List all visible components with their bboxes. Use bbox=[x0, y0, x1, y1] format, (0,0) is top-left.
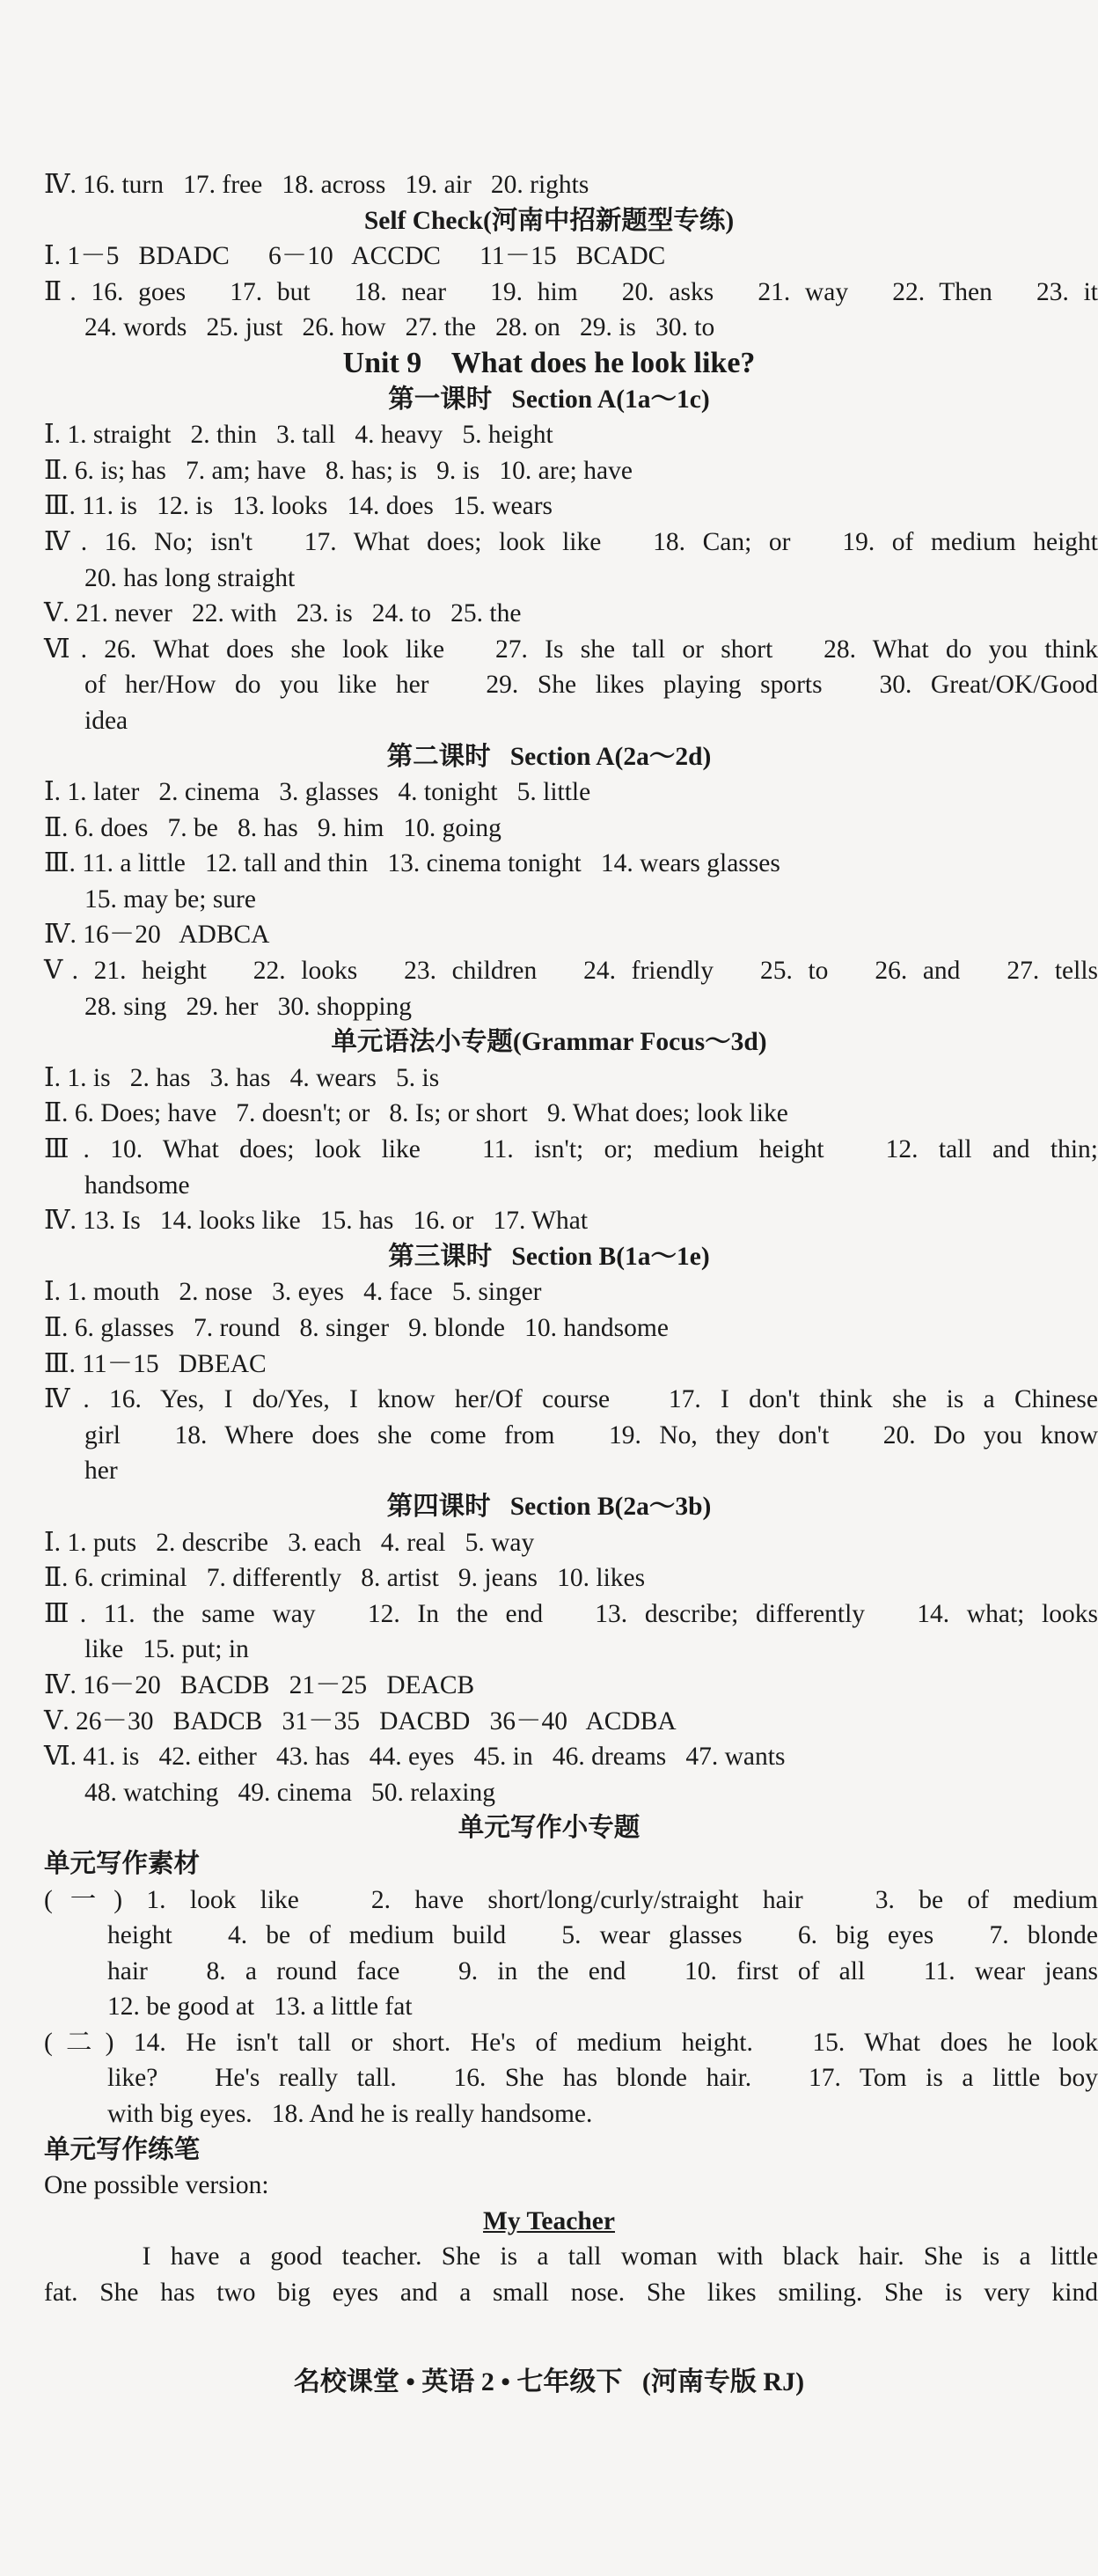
answer-line: (二) 14. He isn't tall or short. He's of medium height. 15. What does he look bbox=[44, 2028, 1098, 2057]
answer-line: 48. watching 49. cinema 50. relaxing bbox=[84, 1778, 495, 1807]
answer-line: Ⅰ. 1. mouth 2. nose 3. eyes 4. face 5. singer bbox=[44, 1278, 542, 1307]
answer-line: Ⅱ. 6. Does; have 7. doesn't; or 8. Is; or short 9. What does; look like bbox=[44, 1099, 788, 1128]
section-heading: 单元语法小专题(Grammar Focus～3d) bbox=[331, 1028, 767, 1057]
answer-line: Ⅰ. 1. puts 2. describe 3. each 4. real 5. way bbox=[44, 1528, 535, 1557]
answer-line: Ⅳ. 13. Is 14. looks like 15. has 16. or 17. What bbox=[44, 1207, 589, 1236]
answer-line: Ⅲ. 11. a little 12. tall and thin 13. cinema tonight 14. wears glasses bbox=[44, 849, 780, 878]
section-heading: My Teacher bbox=[483, 2206, 615, 2235]
answer-lines bbox=[0, 167, 1098, 2311]
answer-line: Ⅳ. 16－20 BACDB 21－25 DEACB bbox=[44, 1670, 475, 1699]
answer-line: Ⅲ. 11. is 12. is 13. looks 14. does 15. wears bbox=[44, 492, 553, 521]
answer-line: like 15. put; in bbox=[84, 1635, 249, 1664]
answer-line: Ⅳ. 16－20 ADBCA bbox=[44, 921, 270, 950]
answer-line: Ⅲ. 11－15 DBEAC bbox=[44, 1349, 267, 1378]
answer-line: Ⅱ. 6. criminal 7. differently 8. artist 9. jeans 10. likes bbox=[44, 1564, 646, 1593]
answer-line: Ⅰ. 1－5 BDADC 6－10 ACCDC 11－15 BCADC bbox=[44, 242, 666, 271]
answer-line: 28. sing 29. her 30. shopping bbox=[84, 992, 413, 1021]
answer-line: of her/How do you like her 29. She likes playing sports 30. Great/OK/Good bbox=[84, 671, 1098, 700]
section-heading: 第一课时 Section A(1a～1c) bbox=[388, 385, 710, 414]
answer-line: 20. has long straight bbox=[84, 563, 296, 592]
answer-line: 24. words 25. just 26. how 27. the 28. on 29. is 30. to bbox=[84, 313, 715, 342]
answer-line: Ⅴ. 21. never 22. with 23. is 24. to 25. the bbox=[44, 599, 522, 628]
answer-line: Ⅵ. 26. What does she look like 27. Is she tall or short 28. What do you think bbox=[44, 635, 1098, 664]
answer-line: fat. She has two big eyes and a small nose. She likes smiling. She is very kind bbox=[44, 2279, 1098, 2308]
answer-line: Ⅵ. 41. is 42. either 43. has 44. eyes 45. in 46. dreams 47. wants bbox=[44, 1743, 786, 1772]
answer-line: handsome bbox=[84, 1171, 190, 1200]
answer-line: Ⅰ. 1. is 2. has 3. has 4. wears 5. is bbox=[44, 1063, 440, 1092]
section-heading: 单元写作小专题 bbox=[458, 1814, 640, 1843]
section-heading: Unit 9 What does he look like? bbox=[342, 346, 756, 379]
section-heading: Self Check(河南中招新题型专练) bbox=[363, 206, 735, 235]
answer-line: I have a good teacher. She is a tall woman with black hair. She is a little bbox=[44, 2242, 1098, 2271]
answer-line: Ⅰ. 1. straight 2. thin 3. tall 4. heavy 5. height bbox=[44, 421, 553, 450]
answer-line: Ⅳ. 16. Yes, I do/Yes, I know her/Of course 17. I don't think she is a Chinese bbox=[44, 1385, 1098, 1414]
answer-line: Ⅴ. 21. height 22. looks 23. children 24. friendly 25. to 26. and 27. tells bbox=[44, 957, 1098, 986]
section-heading: 第二课时 Section A(2a～2d) bbox=[386, 742, 712, 771]
answer-line: Ⅱ. 16. goes 17. but 18. near 19. him 20. asks 21. way 22. Then 23. it bbox=[44, 277, 1098, 306]
answer-line: height 4. be of medium build 5. wear glasses 6. big eyes 7. blonde bbox=[107, 1921, 1098, 1950]
answer-line: hair 8. a round face 9. in the end 10. first of all 11. wear jeans bbox=[107, 1956, 1098, 1985]
answer-line: idea bbox=[84, 706, 128, 735]
answer-line: 单元写作素材 bbox=[44, 1849, 201, 1878]
answer-line: Ⅲ. 11. the same way 12. In the end 13. describe; differently 14. what; looks bbox=[44, 1599, 1098, 1628]
section-heading: 第三课时 Section B(1a～1e) bbox=[388, 1242, 710, 1271]
answer-line: (一) 1. look like 2. have short/long/curly/straight hair 3. be of medium bbox=[44, 1885, 1098, 1914]
answer-line: 15. may be; sure bbox=[84, 884, 256, 914]
answer-line: Ⅱ. 6. is; has 7. am; have 8. has; is 9. is 10. are; have bbox=[44, 456, 633, 485]
answer-line: Ⅳ. 16. No; isn't 17. What does; look like 18. Can; or 19. of medium height bbox=[44, 527, 1098, 556]
answer-line: Ⅲ. 10. What does; look like 11. isn't; or; medium height 12. tall and thin; bbox=[44, 1135, 1098, 1164]
section-heading: 第四课时 Section B(2a～3b) bbox=[386, 1492, 712, 1521]
answer-line: Ⅴ. 26－30 BADCB 31－35 DACBD 36－40 ACDBA bbox=[44, 1706, 677, 1736]
answer-line: One possible version: bbox=[44, 2171, 269, 2200]
answer-line: 单元写作练笔 bbox=[44, 2135, 201, 2164]
answer-line: Ⅰ. 1. later 2. cinema 3. glasses 4. tonight 5. little bbox=[44, 778, 591, 807]
answer-line: like? He's really tall. 16. She has blonde hair. 17. Tom is a little boy bbox=[107, 2064, 1098, 2093]
answer-line: Ⅱ. 6. does 7. be 8. has 9. him 10. going bbox=[44, 813, 501, 842]
answer-line: Ⅱ. 6. glasses 7. round 8. singer 9. blonde 10. handsome bbox=[44, 1314, 669, 1342]
answer-line: 12. be good at 13. a little fat bbox=[107, 1993, 413, 2022]
answer-line: girl 18. Where does she come from 19. No, they don't 20. Do you know bbox=[84, 1420, 1098, 1449]
page-footer: 名校课堂 • 英语 2 • 七年级下 (河南专版 RJ) bbox=[293, 2367, 805, 2396]
answer-line: Ⅳ. 16. turn 17. free 18. across 19. air 20. rights bbox=[44, 171, 589, 199]
answer-line: with big eyes. 18. And he is really handsome. bbox=[107, 2100, 593, 2129]
answer-line: her bbox=[84, 1457, 118, 1486]
